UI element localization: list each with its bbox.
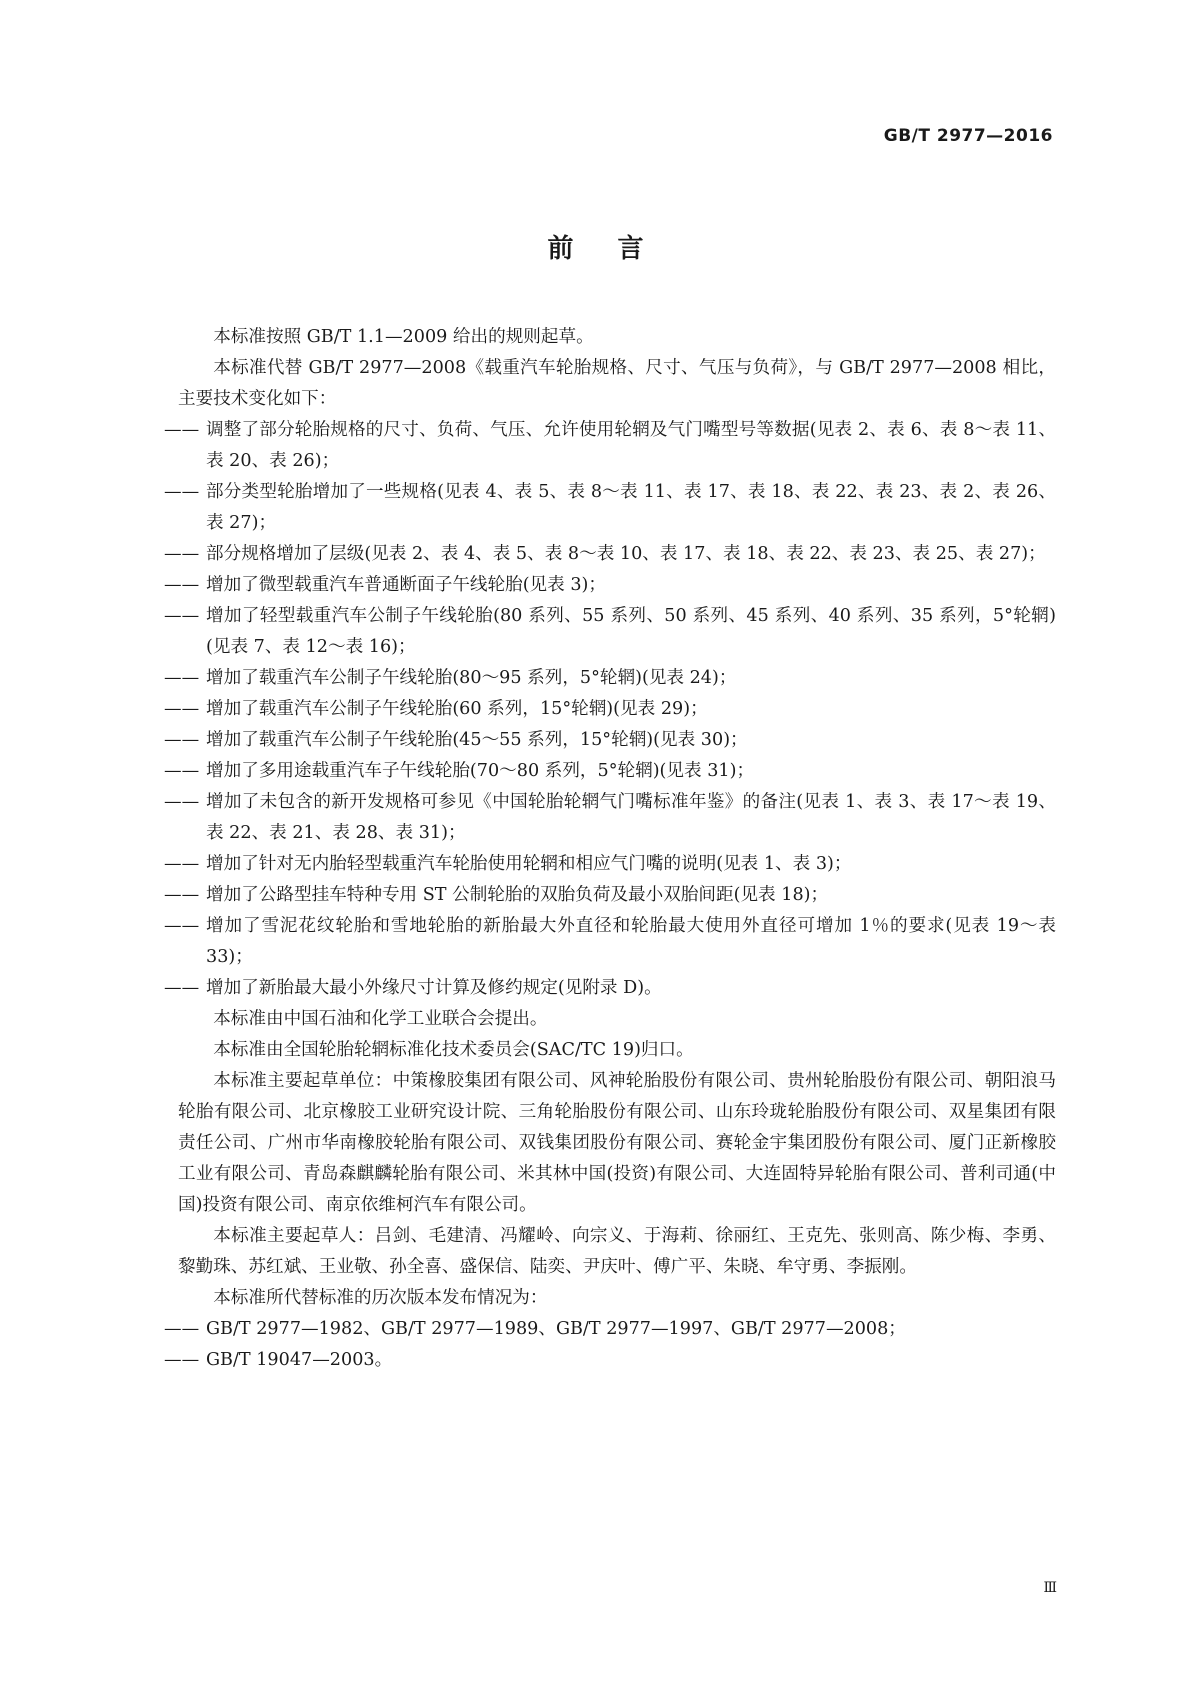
list-item: [164, 911, 1056, 973]
list-item-text: 增加了针对无内胎轻型载重汽车轮胎使用轮辋和相应气门嘴的说明(见表 1、表 3)；: [206, 854, 852, 874]
page-title: 前言: [547, 234, 688, 264]
paragraph: 本标准按照 GB/T 1.1—2009 给出的规则起草。: [213, 327, 594, 347]
list-item-text: 调整了部分轮胎规格的尺寸、负荷、气压、允许使用轮辋及气门嘴型号等数据(见表 2、表 6、表 8～表 11、表 20、表 26)；: [206, 420, 1056, 471]
paragraph: 本标准主要起草单位：中策橡胶集团有限公司、风神轮胎股份有限公司、贵州轮胎股份有限公司、朝阳浪马轮胎有限公司、北京橡胶工业研究设计院、三角轮胎股份有限公司、山东玲珑轮胎股份有限公司、双星集团有限责任公司、广州市华南橡胶轮胎有限公司、双钱集团股份有限公司、赛轮金宇集团股份有限公司、厦门正新橡胶工业有限公司、青岛森麒麟轮胎有限公司、米其林中国(投资)有限公司、大连固特异轮胎有限公司、普利司通(中国)投资有限公司、南京依维柯汽车有限公司。: [178, 1071, 1056, 1215]
paragraph: 本标准由全国轮胎轮辋标准化技术委员会(SAC/TC 19)归口。: [213, 1040, 694, 1060]
list-item-text: 部分规格增加了层级(见表 2、表 4、表 5、表 8～表 10、表 17、表 18、表 22、表 23、表 25、表 27)；: [206, 544, 1046, 564]
list-item: [164, 1314, 1056, 1345]
list-item-text: 增加了新胎最大最小外缘尺寸计算及修约规定(见附录 D)。: [206, 978, 662, 998]
list-item-text: 增加了轻型载重汽车公制子午线轮胎(80 系列、55 系列、50 系列、45 系列、40 系列、35 系列，5°轮辋)(见表 7、表 12～表 16)；: [206, 606, 1056, 657]
paragraph: 本标准主要起草人：吕剑、毛建清、冯耀岭、向宗义、于海莉、徐丽红、王克先、张则高、陈少梅、李勇、黎勤珠、苏红斌、王业敬、孙全喜、盛保信、陆奕、尹庆叶、傅广平、朱晓、牟守勇、李振刚。: [178, 1226, 1056, 1277]
list-item-text: 部分类型轮胎增加了一些规格(见表 4、表 5、表 8～表 11、表 17、表 18、表 22、表 23、表 2、表 26、表 27)；: [206, 482, 1056, 533]
paragraph: 本标准代替 GB/T 2977—2008《载重汽车轮胎规格、尺寸、气压与负荷》，与 GB/T 2977—2008 相比，主要技术变化如下：: [178, 358, 1056, 409]
dash-mark: ——: [164, 916, 200, 936]
page-number: Ⅲ: [1043, 1580, 1057, 1596]
list-item: [164, 756, 1056, 787]
list-item-text: 增加了载重汽车公制子午线轮胎(60 系列，15°轮辋)(见表 29)；: [206, 699, 708, 719]
dash-mark: ——: [164, 854, 200, 874]
list-item-text: 增加了雪泥花纹轮胎和雪地轮胎的新胎最大外直径和轮胎最大使用外直径可增加 1％的要求(见表 19～表 33)；: [206, 916, 1056, 967]
list-item-text: 增加了多用途载重汽车子午线轮胎(70～80 系列，5°轮辋)(见表 31)；: [206, 761, 755, 781]
list-item: [164, 415, 1056, 477]
list-item-text: 增加了载重汽车公制子午线轮胎(80～95 系列，5°轮辋)(见表 24)；: [206, 668, 737, 688]
list-item-text: 增加了微型载重汽车普通断面子午线轮胎(见表 3)；: [206, 575, 606, 595]
list-item: [164, 477, 1056, 539]
list-item: [164, 973, 1056, 1004]
dash-mark: ——: [164, 885, 200, 905]
dash-mark: ——: [164, 606, 200, 626]
paragraph: 本标准由中国石油和化学工业联合会提出。: [213, 1009, 548, 1029]
list-item: [164, 849, 1056, 880]
list-item: [164, 725, 1056, 756]
dash-mark: ——: [164, 420, 200, 440]
dash-mark: ——: [164, 544, 200, 564]
dash-mark: ——: [164, 761, 200, 781]
dash-mark: ——: [164, 482, 200, 502]
list-item-text: GB/T 2977—1982、GB/T 2977—1989、GB/T 2977—1997、GB/T 2977—2008；: [206, 1319, 906, 1339]
document-body: [164, 322, 1056, 1376]
history-list: [164, 1314, 1056, 1376]
dash-mark: ——: [164, 575, 200, 595]
dash-mark: ——: [164, 978, 200, 998]
dash-mark: ——: [164, 699, 200, 719]
list-item: [164, 539, 1056, 570]
list-item: [164, 663, 1056, 694]
dash-mark: ——: [164, 1319, 200, 1339]
dash-mark: ——: [164, 1350, 200, 1370]
list-item: [164, 601, 1056, 663]
list-item-text: 增加了未包含的新开发规格可参见《中国轮胎轮辋气门嘴标准年鉴》的备注(见表 1、表 3、表 17～表 19、表 22、表 21、表 28、表 31)；: [206, 792, 1056, 843]
list-item: [164, 570, 1056, 601]
paragraph: 本标准所代替标准的历次版本发布情况为：: [213, 1288, 548, 1308]
list-item: [164, 1345, 1056, 1376]
list-item-text: GB/T 19047—2003。: [206, 1350, 393, 1370]
dash-mark: ——: [164, 792, 200, 812]
dash-mark: ——: [164, 668, 200, 688]
list-item-text: 增加了公路型挂车特种专用 ST 公制轮胎的双胎负荷及最小双胎间距(见表 18)；: [206, 885, 829, 905]
changes-list: [164, 415, 1056, 1004]
list-item: [164, 880, 1056, 911]
list-item-text: 增加了载重汽车公制子午线轮胎(45～55 系列，15°轮辋)(见表 30)；: [206, 730, 748, 750]
list-item: [164, 787, 1056, 849]
list-item: [164, 694, 1056, 725]
standard-number: GB/T 2977—2016: [883, 126, 1053, 146]
dash-mark: ——: [164, 730, 200, 750]
